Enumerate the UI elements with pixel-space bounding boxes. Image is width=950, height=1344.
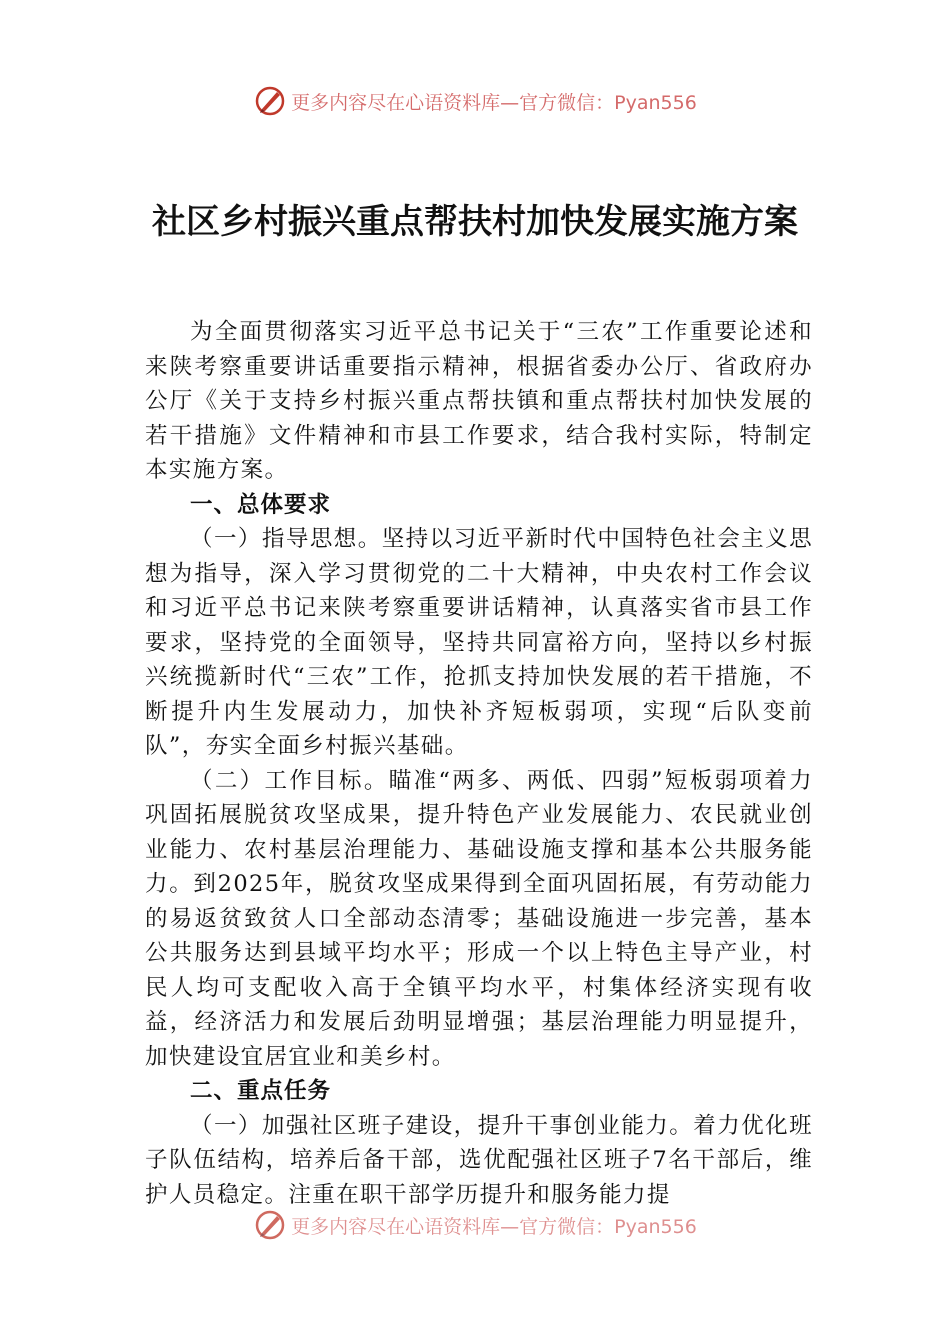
- paragraph-work-goals: （二）工作目标。瞄准“两多、两低、四弱”短板弱项着力巩固拓展脱贫攻坚成果，提升特色产业发展能力、农民就业创业能力、农村基层治理能力、基础设施支撑和基本公共服务能力。到2025年，脱贫攻坚成果得到全面巩固拓展，有劳动能力的易返贫致贫人口全部动态清零；基础设施进一步完善，基本公共服务达到县域平均水平；形成一个以上特色主导产业，村民人均可支配收入高于全镇平均水平，村集体经济实现有收益，经济活力和发展后劲明显增强；基层治理能力明显提升，加快建设宜居宜业和美乡村。: [145, 767, 813, 1070]
- document-body: [145, 315, 813, 1212]
- pen-logo-icon: [253, 84, 287, 118]
- pen-logo-icon: [253, 1208, 287, 1242]
- section-heading-2: 二、重点任务: [190, 1078, 332, 1104]
- intro-paragraph: 为全面贯彻落实习近平总书记关于“三农”工作重要论述和来陕考察重要讲话重要指示精神，根据省委办公厅、省政府办公厅《关于支持乡村振兴重点帮扶镇和重点帮扶村加快发展的若干措施》文件精神和市县工作要求，结合我村实际，特制定本实施方案。: [145, 319, 813, 483]
- watermark-header: [0, 84, 950, 118]
- paragraph-guiding-thought: （一）指导思想。坚持以习近平新时代中国特色社会主义思想为指导，深入学习贯彻党的二十大精神，中央农村工作会议和习近平总书记来陕考察重要讲话精神，认真落实省市县工作要求，坚持党的全面领导，坚持共同富裕方向，坚持以乡村振兴统揽新时代“三农”工作，抢抓支持加快发展的若干措施，不断提升内生发展动力，加快补齐短板弱项，实现“后队变前队”，夯实全面乡村振兴基础。: [145, 526, 813, 759]
- watermark-text: 更多内容尽在心语资料库—官方微信：Pyan556: [291, 1215, 697, 1238]
- watermark-text: 更多内容尽在心语资料库—官方微信：Pyan556: [291, 91, 697, 114]
- paragraph-team-building: （一）加强社区班子建设，提升干事创业能力。着力优化班子队伍结构，培养后备干部，选优配强社区班子7名干部后，维护人员稳定。注重在职干部学历提升和服务能力提: [145, 1112, 813, 1208]
- watermark-footer: [0, 1208, 950, 1242]
- section-heading-1: 一、总体要求: [190, 491, 332, 518]
- document-title: 社区乡村振兴重点帮扶村加快发展实施方案: [152, 202, 798, 242]
